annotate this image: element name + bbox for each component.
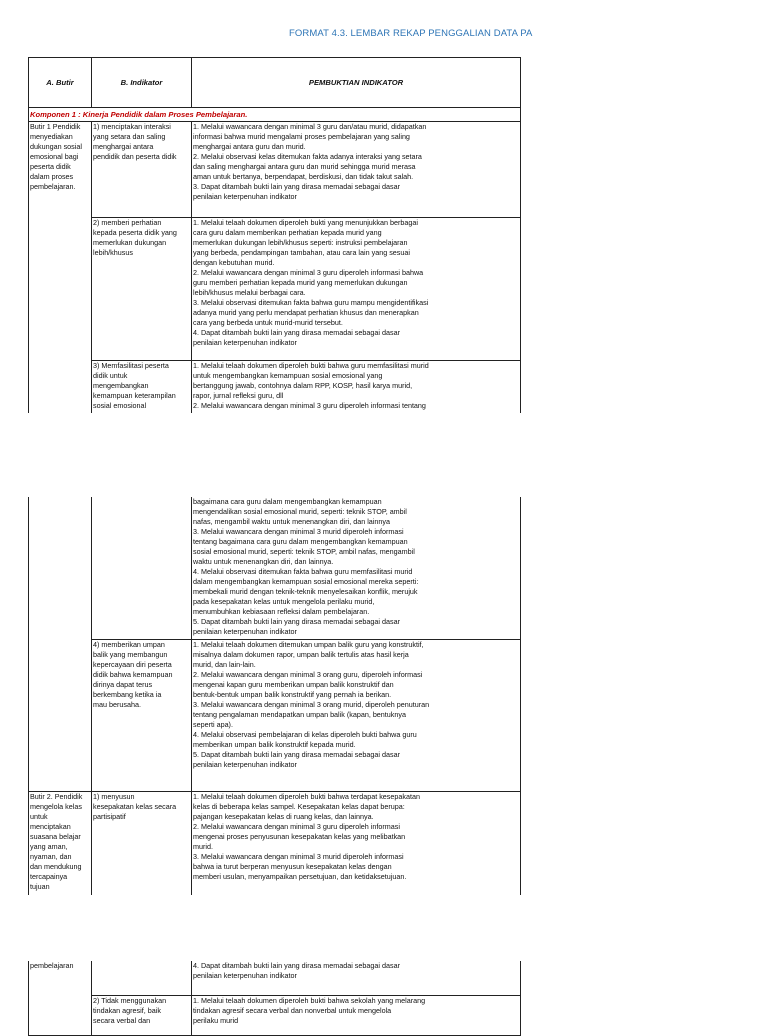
bukti-cell <box>192 122 521 218</box>
text-line: 1. Melalui telaah dokumen diperoleh bukti bahwa guru memfasilitasi murid <box>193 361 429 370</box>
text-line: 2) Tidak menggunakan <box>93 995 167 1005</box>
bukti-text <box>193 996 519 1026</box>
bukti-cell <box>192 361 521 413</box>
butir-2-continued: pembelajaran <box>30 961 74 970</box>
column-header-indikator: B. Indikator <box>92 58 192 108</box>
indikator-text <box>93 640 190 710</box>
table-header-row <box>29 58 521 108</box>
text-line: kepada peserta didik yang <box>93 228 177 237</box>
bukti-cell <box>192 961 521 995</box>
text-line: 5. Dapat ditambah bukti lain yang dirasa memadai sebagai dasar <box>193 749 400 759</box>
indikator-cell <box>92 361 192 413</box>
text-line: mengelola kelas <box>30 801 82 811</box>
indikator-text <box>93 361 190 411</box>
text-line: penilaian keterpenuhan indikator <box>193 971 297 980</box>
text-line: didik bahwa kemampuan <box>93 669 173 679</box>
text-line: penilaian keterpenuhan indikator <box>193 627 297 636</box>
text-line: sosial emosional <box>93 401 147 410</box>
text-line: untuk mengembangkan kemampuan sosial emosional yang <box>193 371 383 380</box>
text-line: 2. Melalui wawancara dengan minimal 3 guru diperoleh informasi bahwa <box>193 268 424 277</box>
text-line: tindakan agresif secara verbal dan nonverbal untuk mengelola <box>193 1005 392 1015</box>
text-line: menciptakan <box>30 821 71 831</box>
text-line: menghargai antara <box>93 142 154 151</box>
text-line: 2. Melalui observasi kelas ditemukan fakta adanya interaksi yang setara <box>193 152 422 161</box>
text-line: mengendalikan sosial emosional murid, seperti: teknik STOP, ambil <box>193 507 407 516</box>
text-line: 3. Melalui wawancara dengan minimal 3 murid diperoleh informasi <box>193 527 404 536</box>
indikator-cell <box>92 639 192 791</box>
bukti-text <box>193 640 519 770</box>
text-line: 2. Melalui wawancara dengan minimal 3 guru diperoleh informasi <box>193 821 400 831</box>
text-line: dalam proses <box>30 172 74 181</box>
text-line: 4. Dapat ditambah bukti lain yang dirasa memadai sebagai dasar <box>193 328 400 337</box>
text-line: membekali murid dengan teknik-teknik menyelesaikan konflik, merujuk <box>193 587 418 596</box>
komponen-label: Komponen 1 : Kinerja Pendidik dalam Proses Pembelajaran. <box>29 108 521 122</box>
text-line: dirinya dapat terus <box>93 679 153 689</box>
text-line: 1. Melalui telaah dokumen diperoleh bukti bahwa terdapat kesepakatan <box>193 791 420 801</box>
text-line: bertanggung jawab, contohnya dalam RPP, KOSP, hasil karya murid, <box>193 381 413 390</box>
bukti-text <box>193 497 519 637</box>
text-line: adanya murid yang perlu mendapat perhatian khusus dan menerapkan <box>193 308 419 317</box>
bukti-text <box>193 218 519 348</box>
indikator-text <box>93 996 190 1026</box>
indikator-cell <box>92 497 192 639</box>
bukti-text <box>193 361 519 411</box>
text-line: untuk <box>30 811 48 821</box>
text-line: 2. Melalui wawancara dengan minimal 3 orang guru, diperoleh informasi <box>193 669 423 679</box>
text-line: nafas, mengambil waktu untuk menenangkan diri, dan lainnya <box>193 517 390 526</box>
text-line: yang setara dan saling <box>93 132 166 141</box>
text-line: partisipatif <box>93 811 126 821</box>
table-row <box>29 497 521 639</box>
document-title: FORMAT 4.3. LEMBAR REKAP PENGGALIAN DATA PA <box>289 28 533 39</box>
bukti-cell <box>192 218 521 361</box>
text-line: emosional bagi <box>30 152 79 161</box>
text-line: 3. Melalui wawancara dengan minimal 3 orang murid, diperoleh penuturan <box>193 699 430 709</box>
text-line: mengenai kapan guru memberikan umpan balik konstruktif dan <box>193 679 394 689</box>
butir-1-text <box>30 122 90 192</box>
butir-cell <box>29 791 92 895</box>
column-header-butir: A. Butir <box>29 58 92 108</box>
text-line: 1. Melalui wawancara dengan minimal 3 guru dan/atau murid, didapatkan <box>193 122 427 131</box>
text-line: 4) memberikan umpan <box>93 639 165 649</box>
text-line: kemampuan keterampilan <box>93 391 176 400</box>
text-line: kesepakatan kelas secara <box>93 801 177 811</box>
bukti-cell <box>192 497 521 639</box>
text-line: cara guru dalam memberikan perhatian kepada murid yang <box>193 228 382 237</box>
bukti-cell <box>192 791 521 895</box>
table-row <box>29 961 521 995</box>
text-line: penilaian keterpenuhan indikator <box>193 759 297 769</box>
text-line: bahwa ia turut berperan menyusun kesepakatan kelas dengan <box>193 861 392 871</box>
text-line: kepercayaan diri peserta <box>93 659 172 669</box>
text-line: 2) memberi perhatian <box>93 218 162 227</box>
text-line: 1. Melalui telaah dokumen diperoleh bukti bahwa sekolah yang melarang <box>193 995 426 1005</box>
text-line: cara yang berbeda untuk murid-murid tersebut. <box>193 318 343 327</box>
text-line: memberi usulan, menyampaikan persetujuan, dan ketidaksetujuan. <box>193 871 407 881</box>
text-line: pembelajaran. <box>30 182 76 191</box>
bukti-text <box>193 122 519 202</box>
text-line: aman untuk bertanya, berpendapat, berdiskusi, dan tidak takut salah. <box>193 172 414 181</box>
butir-cell <box>29 497 92 791</box>
text-line: memberikan umpan balik konstruktif kepada murid. <box>193 739 356 749</box>
text-line: menyediakan <box>30 132 73 141</box>
text-line: memerlukan dukungan <box>93 238 167 247</box>
text-line: didik untuk <box>93 371 128 380</box>
text-line: dukungan sosial <box>30 142 82 151</box>
text-line: 1) menyusun <box>93 791 135 801</box>
table-row <box>29 361 521 413</box>
text-line: memerlukan dukungan lebih/khusus seperti: instruksi pembelajaran <box>193 238 408 247</box>
text-line: dan saling menghargai antara guru dan murid sehingga murid merasa <box>193 162 416 171</box>
indikator-cell <box>92 122 192 218</box>
text-line: misalnya dalam dokumen rapor, umpan balik tertulis atas hasil kerja <box>193 649 409 659</box>
rekap-table-page-2 <box>28 497 521 895</box>
text-line: bentuk-bentuk umpan balik konstruktif yang pernah ia berikan. <box>193 689 392 699</box>
bukti-cell <box>192 995 521 1035</box>
text-line: peserta didik <box>30 162 71 171</box>
text-line: 2. Melalui wawancara dengan minimal 3 guru diperoleh informasi tentang <box>193 401 426 410</box>
butir-2-text <box>30 792 90 892</box>
text-line: murid. <box>193 841 213 851</box>
text-line: secara verbal dan <box>93 1015 151 1025</box>
text-line: Butir 1 Pendidik <box>30 122 81 131</box>
text-line: penilaian keterpenuhan indikator <box>193 192 297 201</box>
text-line: 4. Dapat ditambah bukti lain yang dirasa memadai sebagai dasar <box>193 961 400 970</box>
text-line: sosial emosional murid, seperti: teknik STOP, ambil nafas, mengambil <box>193 547 415 556</box>
text-line: mengenai proses penyusunan kesepakatan kelas yang melibatkan <box>193 831 406 841</box>
text-line: 3. Melalui wawancara dengan minimal 3 murid diperoleh informasi <box>193 851 404 861</box>
indikator-cell <box>92 218 192 361</box>
text-line: suasana belajar <box>30 831 81 841</box>
text-line: menghargai antara guru dan murid. <box>193 142 306 151</box>
komponen-row <box>29 108 521 122</box>
text-line: 1. Melalui telaah dokumen diperoleh bukti yang menunjukkan berbagai <box>193 218 418 227</box>
text-line: tindakan agresif, baik <box>93 1005 161 1015</box>
text-line: waktu untuk menenangkan diri, dan lainnya. <box>193 557 334 566</box>
text-line: yang aman, <box>30 841 68 851</box>
text-line: murid, dan lain-lain. <box>193 659 256 669</box>
text-line: pada kesepakatan kelas untuk mengelola perilaku murid, <box>193 597 375 606</box>
indikator-cell <box>92 791 192 895</box>
text-line: tentang pengalaman mendapatkan umpan balik (kapan, bentuknya <box>193 709 406 719</box>
text-line: yang berbeda, pendampingan tambahan, atau cara lain yang sesuai <box>193 248 410 257</box>
table-row <box>29 995 521 1035</box>
text-line: 1. Melalui telaah dokumen ditemukan umpan balik guru yang konstruktif, <box>193 639 424 649</box>
text-line: lebih/khusus melalui berbagai cara. <box>193 288 306 297</box>
text-line: mengembangkan <box>93 381 149 390</box>
table-row <box>29 122 521 218</box>
table-row <box>29 791 521 895</box>
text-line: nyaman, dan <box>30 851 72 861</box>
text-line: informasi bahwa murid mengalami proses pembelajaran yang saling <box>193 132 410 141</box>
table-row <box>29 218 521 361</box>
text-line: 4. Melalui observasi pembelajaran di kelas diperoleh bukti bahwa guru <box>193 729 417 739</box>
text-line: mau berusaha. <box>93 699 141 709</box>
bukti-cell <box>192 639 521 791</box>
text-line: Butir 2. Pendidik <box>30 791 83 801</box>
text-line: tentang bagaimana cara guru dalam mengembangkan kemampuan <box>193 537 408 546</box>
text-line: 3. Melalui observasi ditemukan fakta bahwa guru mampu mengidentifikasi <box>193 298 429 307</box>
text-line: menumbuhkan kebiasaan refleksi dalam pembelajaran. <box>193 607 370 616</box>
indikator-cell <box>92 961 192 995</box>
indikator-text <box>93 792 190 822</box>
text-line: 3) Memfasilitasi peserta <box>93 361 169 370</box>
text-line: dalam mengembangkan kemampuan sosial emosional mereka seperti: <box>193 577 419 586</box>
text-line: penilaian keterpenuhan indikator <box>193 338 297 347</box>
text-line: bagaimana cara guru dalam mengembangkan kemampuan <box>193 497 382 506</box>
text-line: 4. Melalui observasi ditemukan fakta bahwa guru memfasilitasi murid <box>193 567 413 576</box>
rekap-table-page-3 <box>28 961 521 1036</box>
text-line: kelas di beberapa kelas sampel. Kesepakatan kelas dapat berupa: <box>193 801 405 811</box>
text-line: balik yang membangun <box>93 649 168 659</box>
indikator-text <box>93 122 190 162</box>
text-line: guru memberi perhatian kepada murid yang memerlukan dukungan <box>193 278 408 287</box>
text-line: pajangan kesepakatan kelas di ruang kelas, dan lainnya. <box>193 811 374 821</box>
text-line: 1) menciptakan interaksi <box>93 122 171 131</box>
text-line: 5. Dapat ditambah bukti lain yang dirasa memadai sebagai dasar <box>193 617 400 626</box>
text-line: perilaku murid <box>193 1015 239 1025</box>
indikator-cell <box>92 995 192 1035</box>
text-line: tujuan <box>30 881 50 891</box>
text-line: tercapainya <box>30 871 68 881</box>
text-line: berkembang ketika ia <box>93 689 162 699</box>
table-row <box>29 639 521 791</box>
bukti-text <box>193 792 519 882</box>
text-line: seperti apa). <box>193 719 233 729</box>
butir-cell <box>29 122 92 413</box>
column-header-pembuktian: PEMBUKTIAN INDIKATOR <box>192 58 521 108</box>
text-line: lebih/khusus <box>93 248 133 257</box>
text-line: dengan kebutuhan murid. <box>193 258 275 267</box>
rekap-table-page-1 <box>28 57 521 413</box>
bukti-text <box>193 961 519 981</box>
indikator-text <box>93 218 190 258</box>
text-line: 3. Dapat ditambah bukti lain yang dirasa memadai sebagai dasar <box>193 182 400 191</box>
text-line: rapor, jurnal refleksi guru, dll <box>193 391 284 400</box>
text-line: dan mendukung <box>30 861 82 871</box>
text-line: pendidik dan peserta didik <box>93 152 177 161</box>
